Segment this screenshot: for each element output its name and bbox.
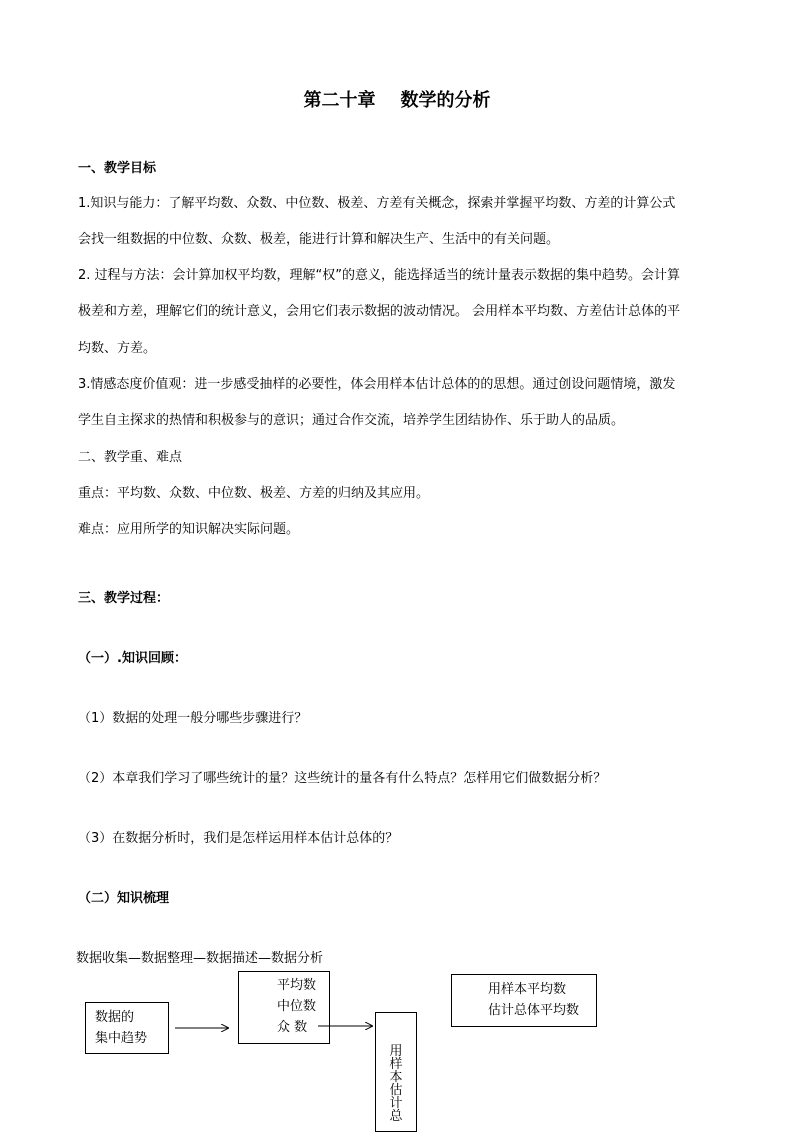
estimate-mean-line2: 估计总体平均数 (488, 1003, 580, 1018)
measures-box (238, 971, 330, 1044)
goal2-line3: 均数、方差。 (78, 341, 157, 356)
goal2-line2: 极差和方差，理解它们的统计意义，会用它们表示数据的波动情况。 会用样本平均数、方差估计总体的平 (78, 304, 681, 319)
goal1-line1: 1.知识与能力：了解平均数、众数、中位数、极差、方差有关概念，探索并掌握平均数、方差的计算公式 (78, 196, 676, 211)
goal2-line1: 2. 过程与方法：会计算加权平均数，理解“权”的意义，能选择适当的统计量表示数据的集中趋势。会计算 (78, 268, 681, 283)
central-tendency-line1: 数据的 (95, 1010, 135, 1025)
difficulties: 难点：应用所学的知识解决实际问题。 (78, 522, 300, 537)
measure-mode: 众 数 (277, 1020, 308, 1035)
central-tendency-box (85, 1002, 169, 1054)
knowledge-outline-heading: （二）知识梳理 (78, 891, 170, 906)
goal3-line1: 3.情感态度价值观：进一步感受抽样的必要性，体会用样本估计总体的的思想。通过创设问题情境，激发 (78, 377, 676, 392)
sample-estimate-vertical-box (375, 1012, 417, 1132)
central-tendency-line2: 集中趋势 (95, 1031, 148, 1046)
section1-heading: 一、教学目标 (78, 161, 157, 176)
key-points: 重点：平均数、众数、中位数、极差、方差的归纳及其应用。 (78, 486, 430, 501)
measure-mean: 平均数 (277, 978, 317, 993)
goal3-line2: 学生自主探求的热情和积极参与的意识；通过合作交流，培养学生团结协作、乐于助人的品质。 (78, 413, 625, 428)
section3-heading: 三、教学过程： (78, 591, 170, 606)
estimate-mean-line1: 用样本平均数 (488, 982, 567, 997)
knowledge-review-heading: （一）.知识回顾： (78, 651, 187, 666)
goal1-line2: 会找一组数据的中位数、众数、极差，能进行计算和解决生产、生活中的有关问题。 (78, 232, 560, 247)
estimate-mean-box (451, 974, 597, 1027)
question-3: （3）在数据分析时，我们是怎样运用样本估计总体的？ (78, 831, 399, 846)
sample-estimate-vertical-text: 用样本估计总 (389, 1044, 403, 1124)
page-title: 第二十章 数学的分析 (303, 90, 491, 111)
question-1: （1）数据的处理一般分哪些步骤进行？ (78, 711, 308, 726)
section2-heading: 二、教学重、难点 (78, 450, 183, 465)
data-flow-text: 数据收集—数据整理—数据描述—数据分析 (76, 951, 324, 966)
measure-median: 中位数 (277, 999, 317, 1014)
question-2: （2）本章我们学习了哪些统计的量？这些统计的量各有什么特点？怎样用它们做数据分析？ (78, 771, 607, 786)
